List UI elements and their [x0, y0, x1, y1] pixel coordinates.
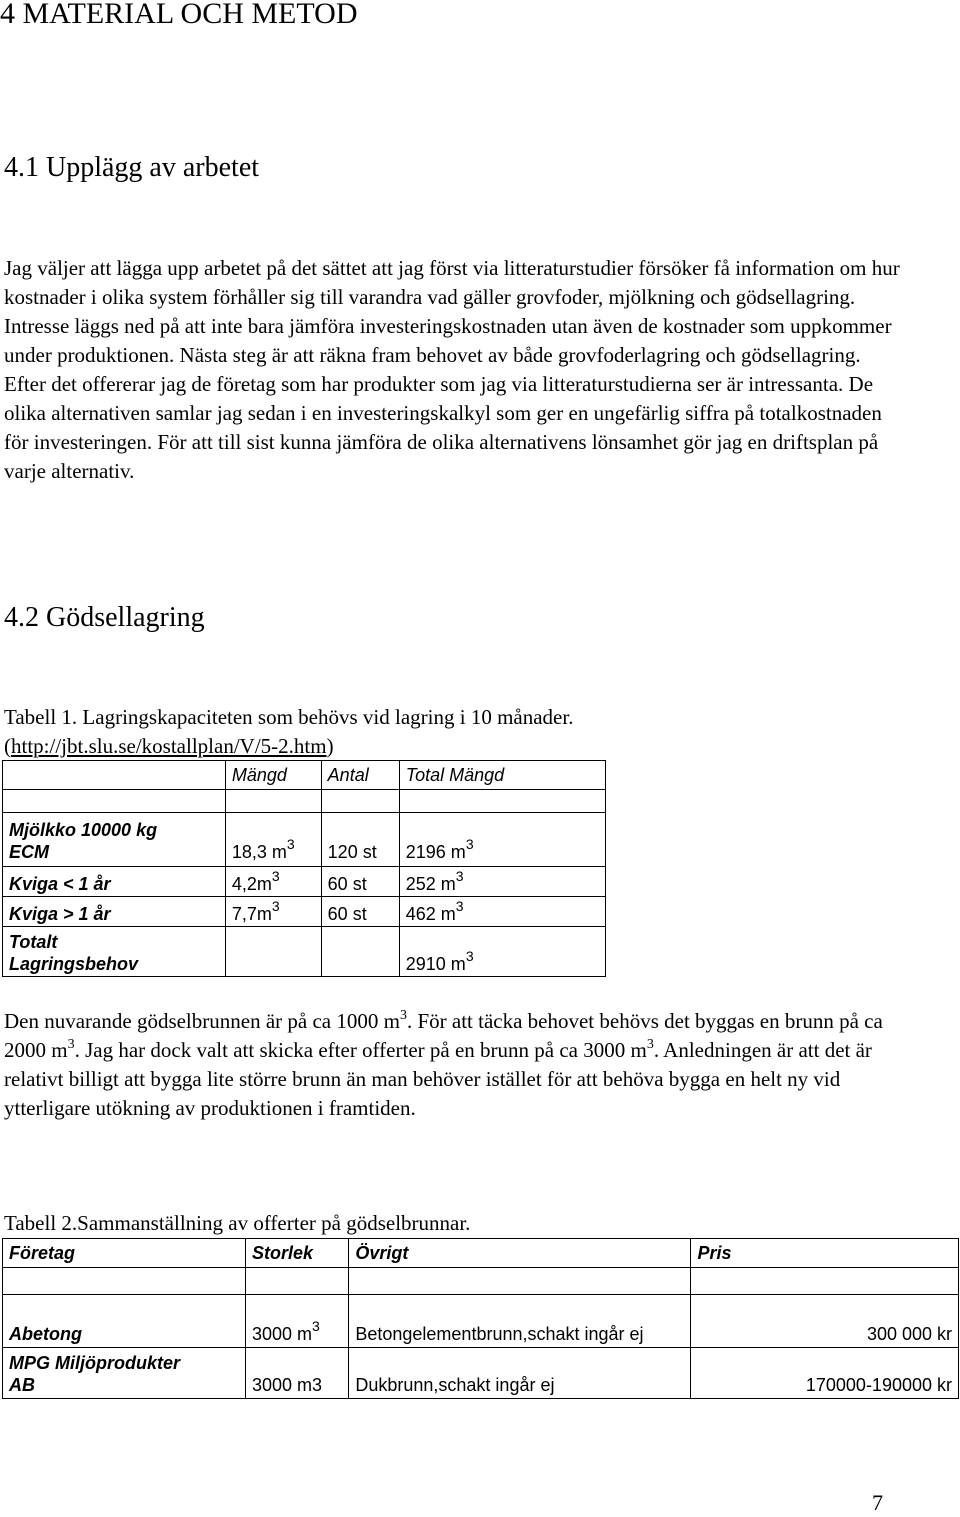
- price-cell: 170000-190000 kr: [691, 1348, 959, 1399]
- header-cell: [3, 761, 226, 790]
- paragraph-text: Den nuvarande gödselbrunnen är på ca 1000 $m^3$. För att täcka behovet behövs det byggas en brunn på ca 2000 $m^3$. Jag har dock valt att skicka efter offerter på en brunn på ca 3000 $m^3$. Anledningen är att det är relativt billigt att bygga lite större brunn än man behöver istället för att behöva bygga en helt ny vid ytterligare utökning av produktionen i framtiden.: [4, 1008, 883, 1120]
- source-link[interactable]: http://jbt.slu.se/kostallplan/V/5-2.htm: [11, 734, 327, 758]
- paragraph-text: Jag väljer att lägga upp arbetet på det sättet att jag först via litteraturstudier försöker få information om hur kostnader i olika system förhåller sig till varandra vad gäller grovfoder, mjölkning och gödsellagring. Intresse läggs ned på att inte bara jämföra investeringskostnaden utan även de kostnader som uppkommer under produktionen. Nästa steg är att räkna fram behovet av både grovfoderlagring och gödsellagring. Efter det offererar jag de företag som har produkter som jag via litteraturstudierna ser är intressanta. De olika alternativen samlar jag sedan i en investeringskalkyl som ger en ungefärlig siffra på totalkostnaden för investeringen. För att till sist kunna jämföra de olika alternativens lönsamhet gör jag en driftsplan på varje alternativ.: [4, 256, 900, 483]
- table-row-blank: [3, 790, 606, 813]
- row-label: Kviga > 1 år: [3, 897, 226, 927]
- size-cell: 3000 m3: [245, 1348, 348, 1399]
- table-header-row: [3, 761, 606, 790]
- antal-cell: [321, 927, 399, 977]
- header-cell: Antal: [321, 761, 399, 790]
- row-label: Mjölkko 10000 kg ECM: [3, 813, 226, 867]
- total-cell: 2196 $m^3$: [399, 813, 605, 867]
- storage-capacity-table: [2, 760, 606, 977]
- table1-caption: Tabell 1. Lagringskapaciteten som behövs vid lagring i 10 månader.: [4, 705, 574, 729]
- total-cell: 252 $m^3$: [399, 867, 605, 897]
- offers-table: [2, 1238, 959, 1399]
- row-label: Totalt Lagringsbehov: [3, 927, 226, 977]
- table1-source: [4, 732, 334, 761]
- table-row: [3, 1348, 959, 1399]
- total-cell: 2910 $m^3$: [399, 927, 605, 977]
- mangd-cell: $4,2m^3$: [225, 867, 321, 897]
- other-cell: Dukbrunn,schakt ingår ej: [349, 1348, 691, 1399]
- mangd-cell: $7,7m^3$: [225, 897, 321, 927]
- other-cell: Betongelementbrunn,schakt ingår ej: [349, 1295, 691, 1348]
- table-row-total: [3, 927, 606, 977]
- antal-cell: 60 st: [321, 897, 399, 927]
- header-cell: Mängd: [225, 761, 321, 790]
- price-cell: 300 000 kr: [691, 1295, 959, 1348]
- section-4-2-paragraph: [4, 1007, 904, 1123]
- company-cell: MPG Miljöprodukter AB: [3, 1348, 246, 1399]
- table-row: [3, 1295, 959, 1348]
- total-cell: 462 $m^3$: [399, 897, 605, 927]
- table-row: [3, 867, 606, 897]
- header-cell: Pris: [691, 1239, 959, 1268]
- header-cell: Övrigt: [349, 1239, 691, 1268]
- table2-caption: Tabell 2.Sammanställning av offerter på gödselbrunnar.: [4, 1211, 471, 1235]
- main-heading: 4 MATERIAL OCH METOD: [0, 0, 358, 30]
- section-4-1-heading: 4.1 Upplägg av arbetet: [4, 152, 260, 183]
- link-open-paren: (: [4, 734, 11, 758]
- antal-cell: 120 st: [321, 813, 399, 867]
- section-4-1-paragraph: [4, 254, 904, 486]
- size-cell: 3000 $m^3$: [245, 1295, 348, 1348]
- row-label: Kviga < 1 år: [3, 867, 226, 897]
- section-4-2-heading: 4.2 Gödsellagring: [4, 602, 205, 633]
- mangd-cell: [225, 927, 321, 977]
- company-cell: Abetong: [3, 1295, 246, 1348]
- antal-cell: 60 st: [321, 867, 399, 897]
- page-number: 7: [872, 1490, 883, 1515]
- table-row: [3, 897, 606, 927]
- header-cell: Storlek: [245, 1239, 348, 1268]
- table-row: [3, 813, 606, 867]
- header-cell: Företag: [3, 1239, 246, 1268]
- header-cell: Total Mängd: [399, 761, 605, 790]
- table-header-row: [3, 1239, 959, 1268]
- link-close-paren: ): [326, 734, 334, 758]
- mangd-cell: 18,3 $m^3$: [225, 813, 321, 867]
- table-row-blank: [3, 1268, 959, 1295]
